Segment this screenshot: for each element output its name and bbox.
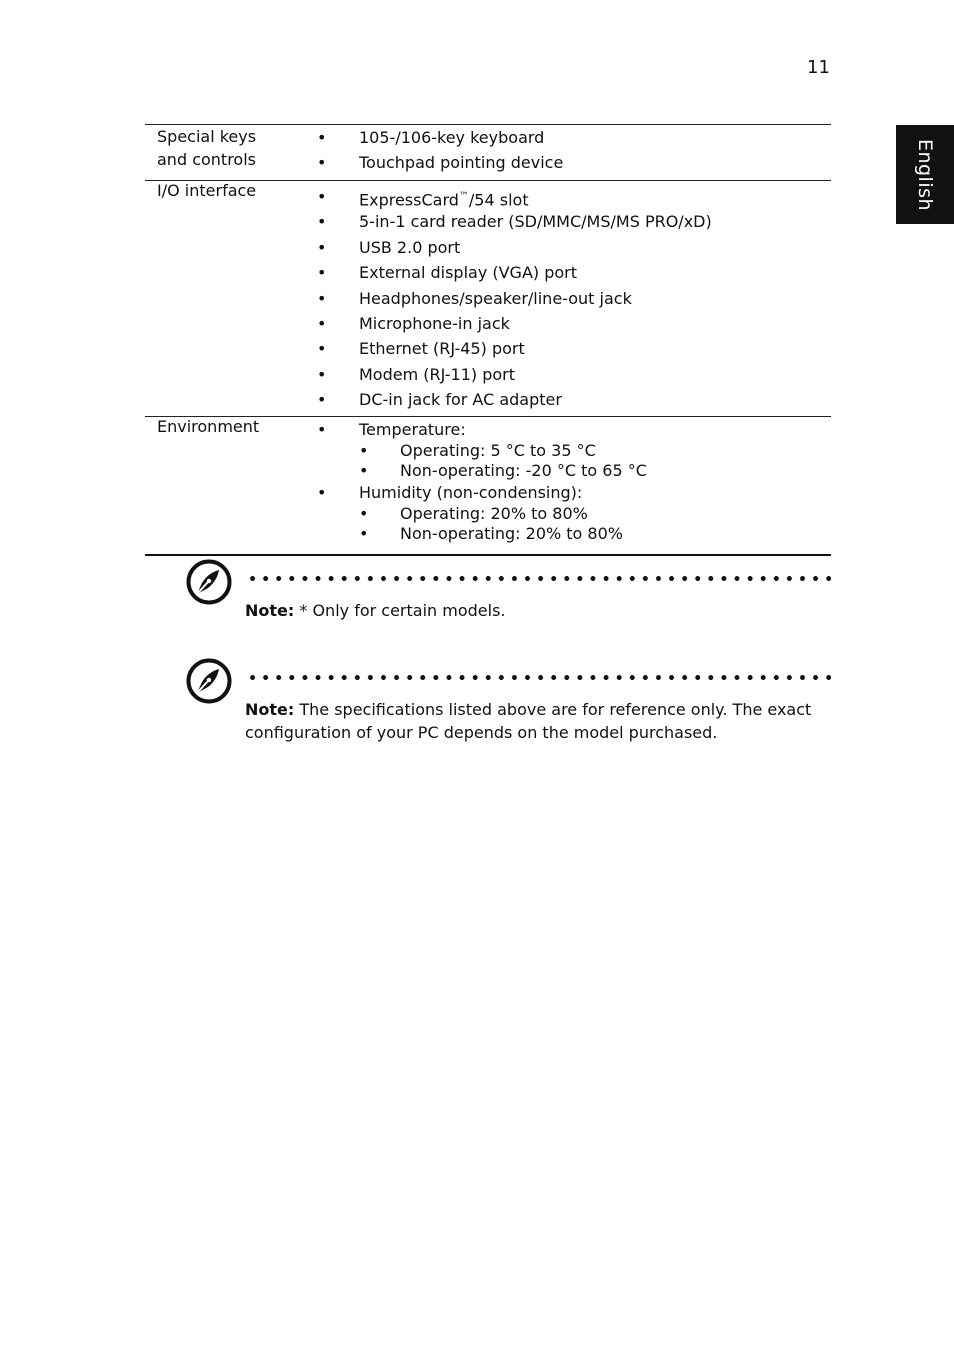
list-item: • Ethernet (RJ-45) port — [317, 339, 525, 359]
sub-list-item: • Operating: 20% to 80% — [359, 504, 588, 523]
list-item: • Temperature: — [317, 420, 466, 439]
list-item: • Humidity (non-condensing): — [317, 483, 583, 502]
row-label: Environment — [157, 417, 260, 436]
spec-row-io-interface — [145, 180, 831, 416]
list-item: • Headphones/speaker/line-out jack — [317, 288, 632, 308]
page-number: 11 — [807, 57, 830, 78]
list-item: • DC-in jack for AC adapter — [317, 390, 562, 410]
note-body: * Only for certain models. — [294, 601, 506, 620]
sub-list-item: • Non-operating: 20% to 80% — [359, 523, 623, 543]
list-item: • 5-in-1 card reader (SD/MMC/MS/MS PRO/xD) — [317, 212, 712, 232]
note-models — [186, 559, 831, 629]
note-text — [245, 698, 825, 744]
expresscard-item: ExpressCard™/54 slot — [359, 190, 529, 210]
list-item: • 105-/106-key keyboard — [317, 128, 545, 147]
sub-list-item: • Operating: 5 °C to 35 °C — [359, 441, 596, 460]
row-label: I/O interface — [157, 181, 257, 200]
sub-list-item: • Non-operating: -20 °C to 65 °C — [359, 460, 647, 480]
row-label: Special keys and controls — [157, 127, 257, 169]
list-item: • Touchpad pointing device — [317, 153, 564, 173]
note-body: The specifications listed above are for reference only. The exact configuration of your PC depends on the model purchased. — [245, 700, 812, 742]
note-label: Note: — [245, 601, 295, 620]
list-item: • Microphone-in jack — [317, 313, 510, 333]
note-reference — [186, 658, 831, 758]
language-tab-label: English — [914, 138, 937, 211]
note-label: Note: — [245, 700, 295, 719]
note-pen-icon — [186, 559, 232, 605]
specifications-table — [145, 124, 831, 556]
spec-row-special-keys — [145, 124, 831, 180]
language-tab — [896, 125, 954, 224]
spec-row-environment — [145, 416, 831, 556]
list-item: • ExpressCard™/54 slot — [145, 184, 831, 209]
list-item: • Modem (RJ-11) port — [317, 364, 516, 384]
dotted-divider — [246, 576, 831, 581]
list-item: • External display (VGA) port — [317, 263, 578, 283]
note-text — [245, 599, 825, 622]
dotted-divider — [246, 675, 831, 680]
list-item: • USB 2.0 port — [317, 237, 461, 257]
note-pen-icon — [186, 658, 232, 704]
